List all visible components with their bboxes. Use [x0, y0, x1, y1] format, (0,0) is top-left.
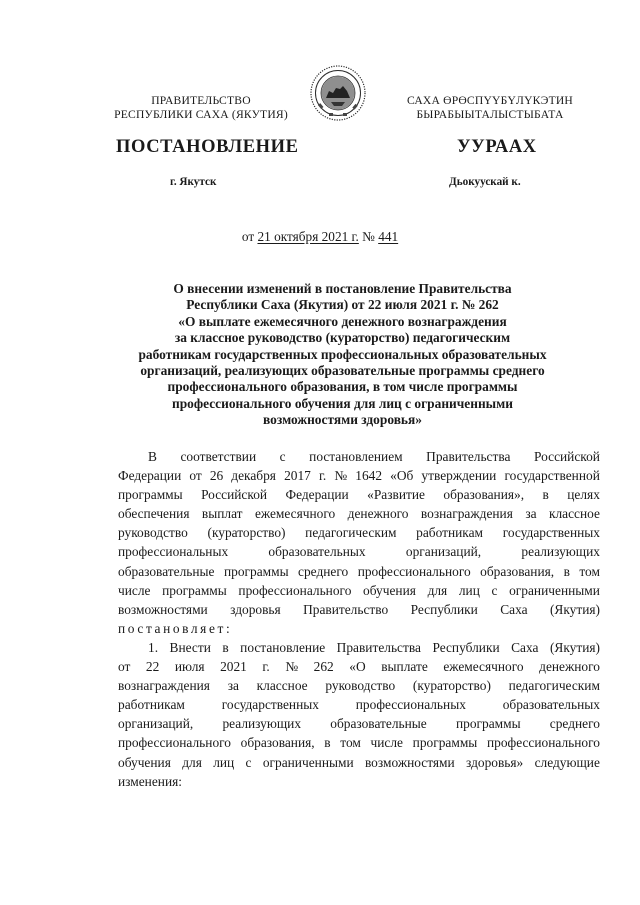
title-line: «О выплате ежемесячного денежного вознаграждения	[178, 313, 507, 329]
body-word: №	[285, 659, 299, 675]
body-word: возможностями	[364, 754, 455, 770]
body-word: лиц	[213, 754, 235, 770]
title-line: организаций, реализующих образовательные программы среднего	[140, 363, 545, 379]
body-word: следующие	[534, 754, 600, 770]
header-right-line-1: САХА ӨРӨСПҮҮБҮЛҮКЭТИН	[406, 94, 574, 107]
body-word: Внести	[169, 639, 211, 655]
body-word: педагогическим	[305, 525, 397, 541]
body-word: программы	[412, 735, 478, 751]
body-word: том	[579, 563, 600, 579]
body-word: №	[334, 468, 348, 484]
body-line	[118, 466, 600, 485]
body-word: постановлением	[309, 449, 403, 464]
body-word: Республики	[410, 601, 478, 617]
body-word: ежемесячного	[443, 659, 524, 675]
title-line: О внесении изменений в постановление Правительства	[173, 281, 512, 296]
body-word: профессионального	[118, 735, 231, 751]
title-line: возможностями здоровья»	[263, 412, 422, 428]
body-line	[118, 542, 600, 561]
body-word: «Развитие	[367, 487, 425, 503]
body-word: числе	[118, 582, 151, 598]
body-word: программы	[455, 716, 521, 732]
body-word: образовательные	[118, 563, 215, 579]
body-word: образования,	[480, 563, 555, 579]
body-word: (кураторство)	[412, 678, 491, 694]
body-word: соответствии	[180, 449, 257, 464]
doc-type-russian: ПОСТАНОВЛЕНИЕ	[116, 137, 299, 157]
title-line: профессионального образования, в том числе программы	[167, 379, 518, 395]
body-word: в	[563, 563, 570, 579]
body-word: Российской	[201, 487, 268, 503]
body-word: Правительства	[426, 449, 511, 464]
header-authority-sakha	[385, 94, 595, 122]
body-word: декабря	[231, 468, 276, 484]
body-line	[118, 562, 600, 581]
body-word: образования,	[240, 735, 315, 751]
body-word: Правительство	[303, 601, 389, 617]
header-authority-russian	[96, 94, 306, 122]
document-body	[118, 447, 600, 791]
document-title	[100, 281, 585, 429]
body-line	[118, 714, 600, 733]
body-word: государственных	[502, 525, 600, 541]
body-word: ежемесячного	[254, 506, 336, 522]
body-word: работникам	[118, 697, 185, 713]
body-word: обучения	[363, 582, 416, 598]
body-word: том	[340, 735, 361, 751]
body-word: обеспечения	[118, 506, 190, 522]
body-word: 22	[145, 659, 160, 675]
body-word: числе	[370, 735, 404, 751]
body-word: программы	[223, 563, 289, 579]
body-word: за	[227, 678, 239, 694]
body-word: Республики	[432, 639, 500, 655]
doc-type-sakha: УУРААХ	[457, 137, 537, 157]
body-word: Саха	[511, 639, 539, 655]
city-sakha: Дьокуускай к.	[449, 176, 521, 188]
body-word: лиц	[458, 582, 480, 598]
body-word: г.	[318, 468, 327, 484]
body-word: г.	[262, 659, 270, 675]
body-word: государственных	[221, 697, 319, 713]
title-line: Республики Саха (Якутия) от 22 июля 2021 г. № 262	[186, 297, 499, 313]
body-word: вознаграждения	[118, 678, 210, 694]
document-date: 21 октября 2021 г.	[257, 229, 359, 244]
body-line	[118, 753, 600, 772]
title-line: за классное руководство (кураторство) педагогическим	[174, 330, 511, 346]
document-number: 441	[378, 229, 399, 244]
body-word: Саха	[500, 601, 528, 617]
body-word: с	[491, 582, 498, 598]
body-line	[118, 657, 600, 676]
body-word: руководство	[118, 525, 188, 541]
body-line	[118, 695, 600, 714]
title-line: профессионального обучения для лиц с ограниченными	[172, 395, 513, 411]
body-word: от	[189, 468, 202, 484]
body-word: программы	[118, 487, 183, 503]
body-line	[118, 485, 600, 504]
body-word: ограниченными	[509, 582, 600, 598]
body-word: профессиональных	[355, 697, 466, 713]
body-word: здоровья	[230, 601, 281, 617]
body-line	[118, 733, 600, 752]
body-line	[118, 504, 600, 523]
body-word: профессионального	[357, 563, 471, 579]
body-word: классное	[548, 506, 600, 522]
body-word: ограниченными	[262, 754, 354, 770]
body-word: образовательные	[330, 716, 427, 732]
header-right-line-2: БЫРАБЫЫТАЛЫСТЫБАТА	[416, 108, 564, 121]
body-word: денежного	[347, 506, 409, 522]
body-word: среднего	[549, 716, 600, 732]
body-word: выплате	[381, 659, 428, 675]
body-word: образовательных	[502, 697, 600, 713]
body-word: образования»,	[443, 487, 525, 503]
city-russian: г. Якутск	[170, 176, 217, 188]
body-word: (Якутия)	[549, 601, 600, 617]
header-left-line-1: ПРАВИТЕЛЬСТВО	[151, 94, 251, 107]
number-sign: №	[362, 229, 375, 244]
body-word: здоровья»	[466, 754, 524, 770]
body-word: выплат	[201, 506, 243, 522]
body-word: в	[324, 735, 331, 751]
body-word: организаций,	[405, 544, 482, 560]
body-word: утверждении	[421, 468, 497, 484]
body-word: руководство	[325, 678, 396, 694]
body-word: Правительства	[336, 639, 421, 655]
body-word: реализующих	[222, 716, 302, 732]
body-word: денежного	[539, 659, 600, 675]
body-word: 1.	[148, 639, 159, 655]
coat-of-arms-icon	[309, 64, 367, 122]
body-word: за	[525, 506, 537, 522]
body-word: профессионального	[486, 735, 600, 751]
body-word: в	[222, 639, 229, 655]
body-word: реализующих	[521, 544, 600, 560]
title-line: работникам государственных профессиональных образовательных	[138, 346, 547, 362]
body-word: классное	[256, 678, 308, 694]
body-word: 262	[313, 659, 334, 675]
body-word: обучения	[118, 754, 171, 770]
body-word: постановление	[240, 639, 326, 655]
body-word: (кураторство)	[207, 525, 286, 541]
body-word: 26	[209, 468, 224, 484]
body-line	[118, 676, 600, 695]
body-word: профессионального	[238, 582, 352, 598]
body-word: педагогическим	[508, 678, 600, 694]
body-line: изменения:	[118, 773, 183, 789]
body-line	[118, 600, 600, 619]
body-word: Российской	[533, 449, 600, 464]
body-word: «Об	[390, 468, 414, 484]
body-word: Федерации	[118, 468, 182, 484]
body-word: (Якутия)	[549, 639, 600, 655]
body-word: возможностями	[118, 601, 208, 617]
body-word: «О	[349, 659, 366, 675]
body-line-resolves: постановляет:	[118, 620, 233, 636]
body-line	[118, 523, 600, 542]
body-word: с	[245, 754, 252, 770]
body-word: для	[182, 754, 202, 770]
body-word: в	[542, 487, 549, 503]
body-word: целях	[567, 487, 600, 503]
body-word: образовательных	[268, 544, 366, 560]
body-word: 2017	[284, 468, 311, 484]
body-word: государственной	[504, 468, 600, 484]
body-word: организаций,	[118, 716, 194, 732]
body-word: В	[148, 449, 157, 464]
body-word: среднего	[298, 563, 349, 579]
header-left-line-2: РЕСПУБЛИКИ САХА (ЯКУТИЯ)	[114, 108, 288, 121]
body-word: Федерации	[285, 487, 349, 503]
date-prefix: от	[241, 229, 255, 244]
body-word: профессиональных	[118, 544, 229, 560]
date-number-line	[0, 229, 640, 245]
body-line	[118, 581, 600, 600]
body-word: программы	[162, 582, 227, 598]
body-line	[118, 447, 600, 466]
body-word: с	[279, 449, 286, 464]
body-word: 2021	[220, 659, 247, 675]
body-word: июля	[174, 659, 205, 675]
body-word: работникам	[416, 525, 484, 541]
body-word: 1642	[355, 468, 383, 484]
body-line	[118, 638, 600, 657]
body-word: для	[427, 582, 448, 598]
body-word: вознаграждения	[420, 506, 513, 522]
body-word: от	[118, 659, 131, 675]
